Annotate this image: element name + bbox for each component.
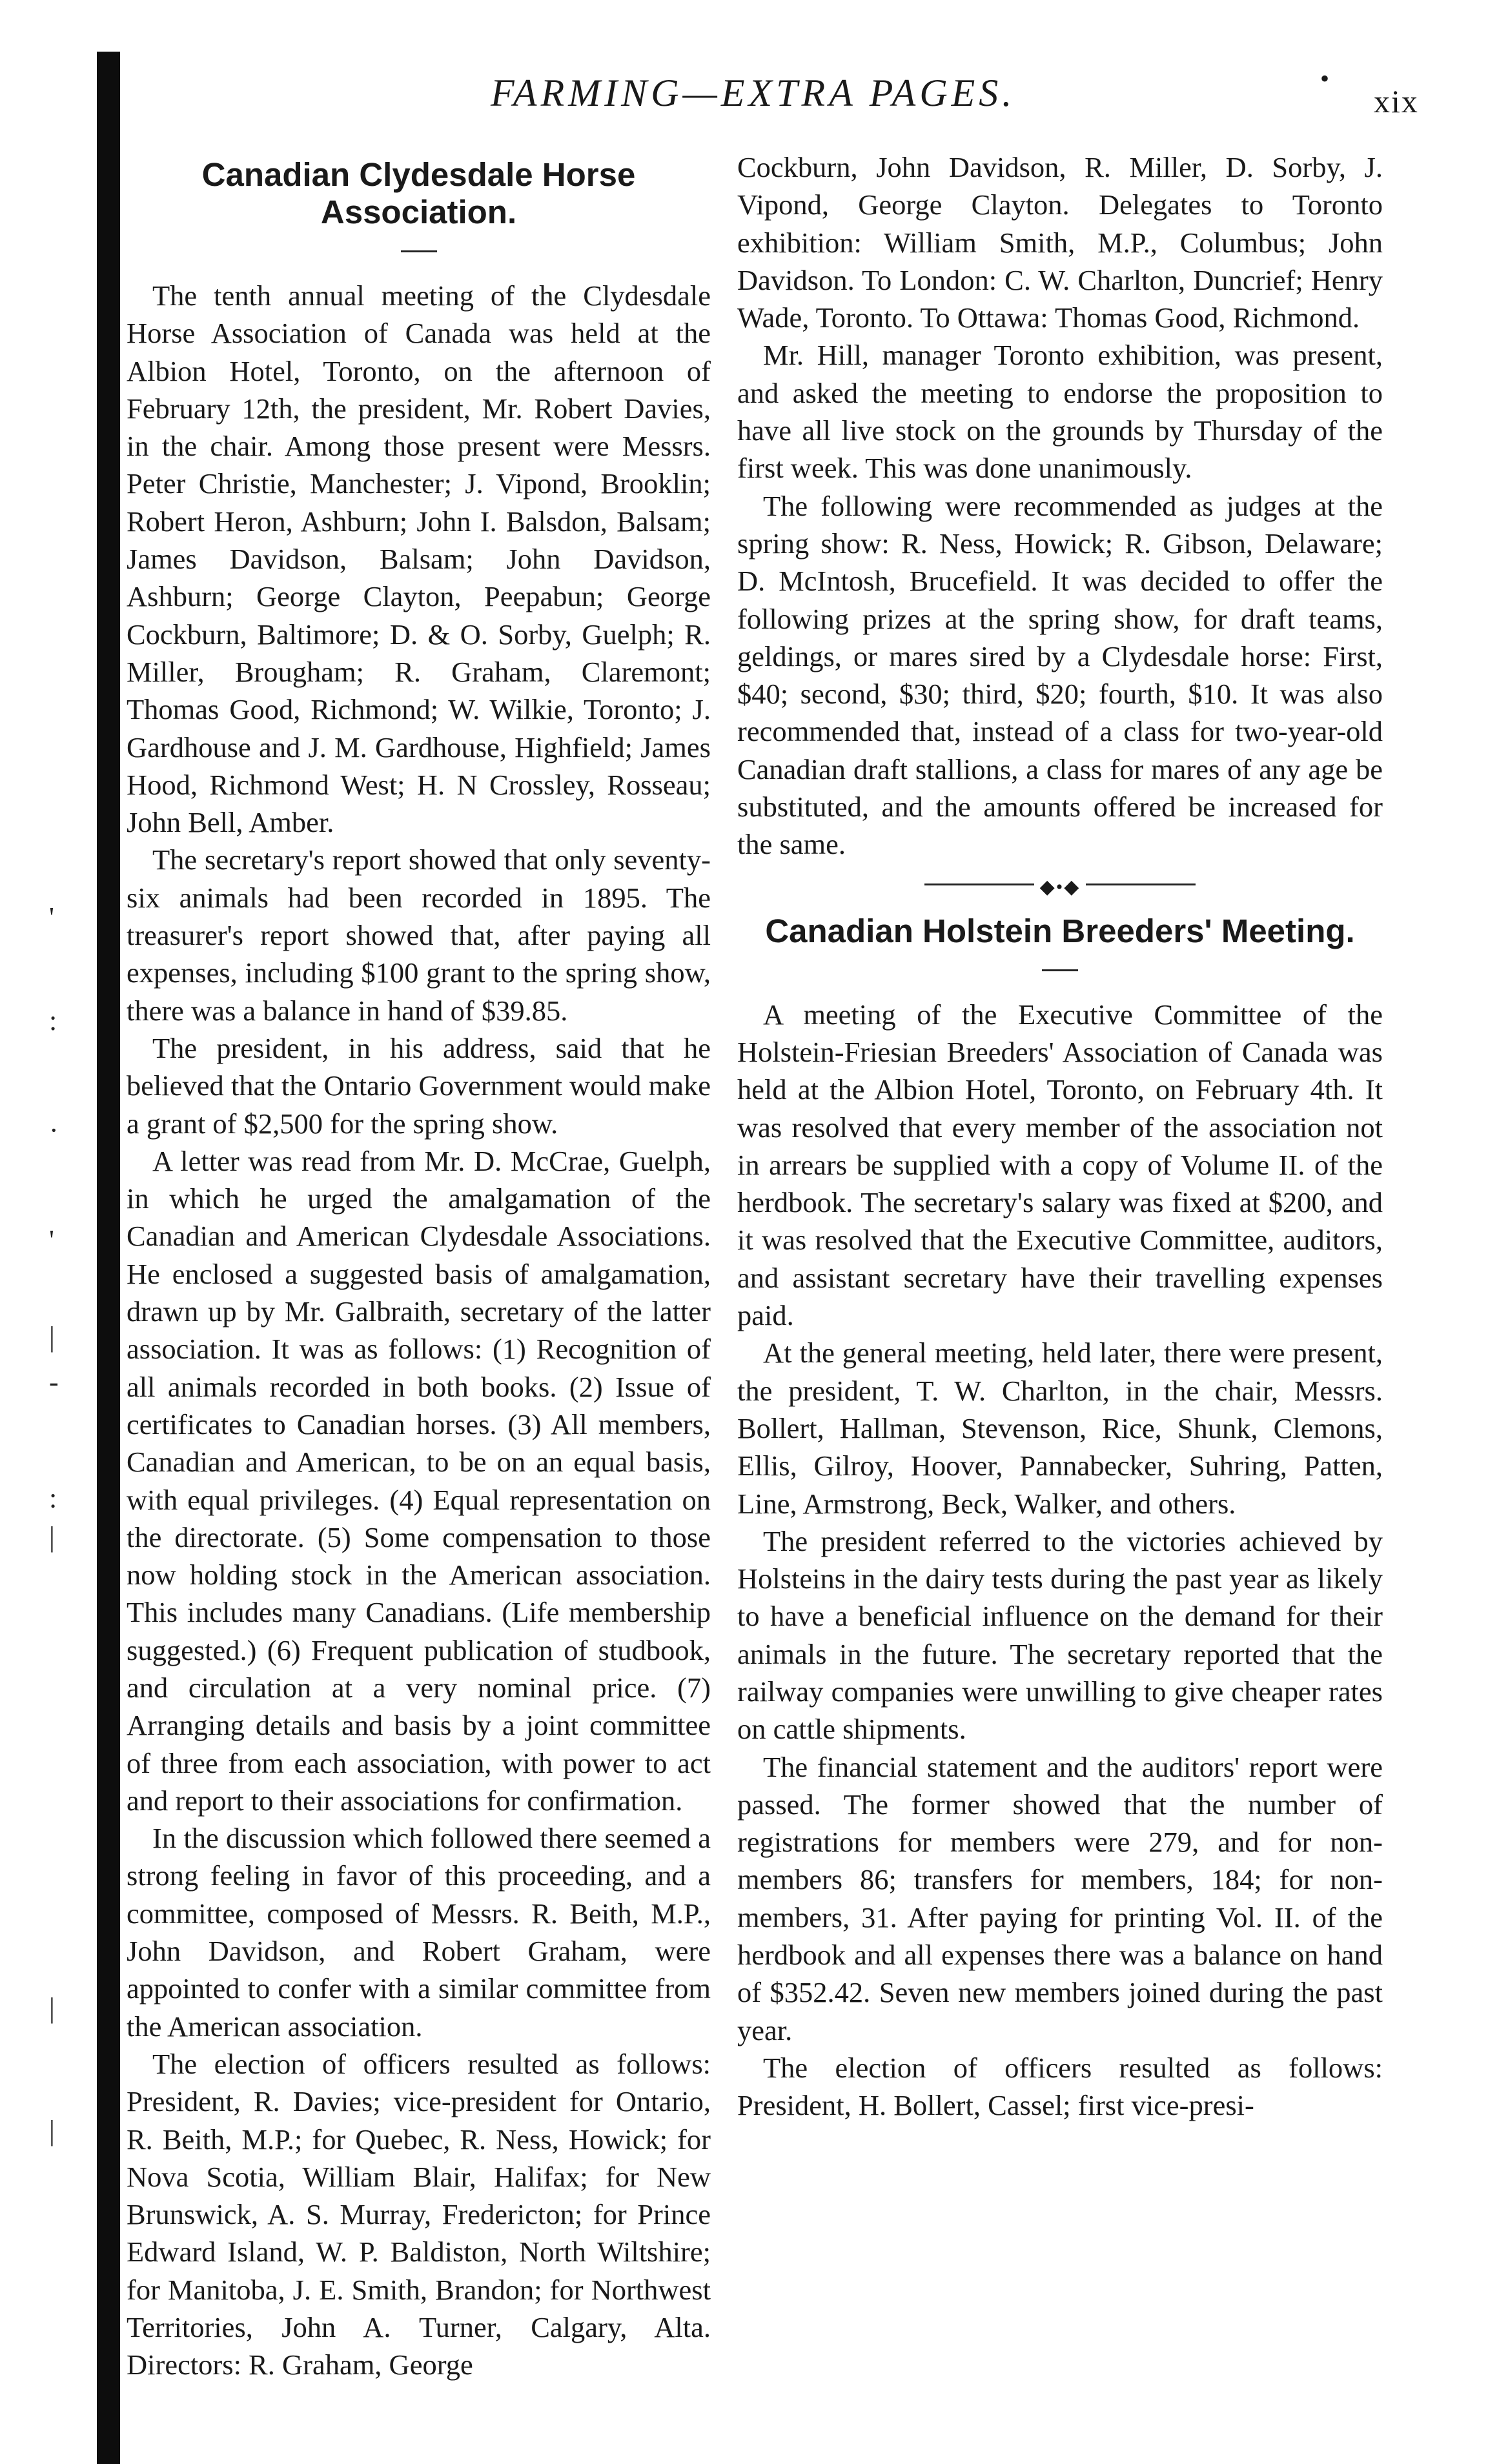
article-paragraph: The president referred to the victories achieved by Holsteins in the dairy tests during the past year as likely to have a beneficial influence on the demand for their animals in the future. The secretary reported that the railway companies were unwilling to give cheaper rates on cattle shipments. (737, 1524, 1383, 1746)
header-dot: • (1320, 64, 1330, 93)
article-paragraph: In the discussion which followed there seemed a strong feeling in favor of this proceeding, and a committee, composed of Messrs. R. Beith, M.P., John Davidson, and Robert Graham, were appointed to confer with a similar committee from the American association. (127, 1822, 711, 2043)
section-divider-ornament: ◆•◆ (924, 878, 1196, 891)
article-paragraph: Mr. Hill, manager Toronto exhibition, was present, and asked the meeting to endorse the proposition to have all live stock on the grounds by Thursday of the first week. This was done unanimously. (737, 339, 1383, 485)
article-paragraph: The following were recommended as judges at the spring show: R. Ness, Howick; R. Gibson, Delaware; D. McIntosh, Brucefield. It was decided to offer the following prizes at the spring show, for draft teams, geldings, or mares sired by a Clydesdale horse: First, $40; second, $30; third, $20; fourth, $10. It was also recommended that, instead of a class for two-year-old Canadian draft stallions, a class for mares of any age be substituted, and the amounts offered be increased for the same. (737, 489, 1383, 861)
article-paragraph: At the general meeting, held later, there were present, the president, T. W. Charlton, in the chair, Messrs. Bollert, Hallman, Stevenson, Rice, Shunk, Clemons, Ellis, Gilroy, Hoover, Pannabecker, Suhring, Patten, Line, Armstrong, Beck, Walker, and others. (737, 1337, 1383, 1520)
heading-dash (1042, 969, 1078, 971)
article-paragraph: The election of officers resulted as follows: President, R. Davies; vice-president for Ontario, R. Beith, M.P.; for Quebec, R. Ness, Howick; for Nova Scotia, William Blair, Halifax; for New Brunswick, A. S. Murray, Fredericton; for Prince Edward Island, W. P. Baldiston, North Wiltshire; for Manitoba, J. E. Smith, Brandon; for Northwest Territories, John A. Turner, Calgary, Alta. Directors: R. Graham, George (127, 2047, 711, 2381)
page-number: xix (1374, 83, 1419, 119)
book-binding-edge (97, 52, 120, 2464)
article-paragraph: The president, in his address, said that he believed that the Ontario Government would make a grant of $2,500 for the spring show. (127, 1031, 711, 1140)
article-paragraph: The secretary's report showed that only seventy-six animals had been recorded in 1895. The treasurer's report showed that, after paying all expenses, including $100 grant to the spring show, there was a balance in hand of $39.85. (127, 843, 711, 1027)
left-column (127, 148, 711, 2384)
article-paragraph: The financial statement and the auditors' report were passed. The former showed that the number of registrations for members were 279, and for non-members 86; transfers for members, 184; for non-members, 31. After paying for printing Vol. II. of the herdbook and all expenses there was a balance on hand of $352.42. Seven new members joined during the past year. (737, 1750, 1383, 2046)
heading-dash (401, 250, 437, 252)
article-paragraph: A meeting of the Executive Committee of the Holstein-Friesian Breeders' Association of Canada was held at the Albion Hotel, Toronto, on February 4th. It was resolved that every member of the association not in arrears be supplied with a copy of Volume II. of the herdbook. The secretary's salary was fixed at $200, and it was resolved that the Executive Committee, auditors, and assistant secretary have their travelling expenses paid. (737, 998, 1383, 1332)
right-column (737, 148, 1383, 2125)
article-paragraph: A letter was read from Mr. D. McCrae, Guelph, in which he urged the amalgamation of the Canadian and American Clydesdale Associations. He enclosed a suggested basis of amalgamation, drawn up by Mr. Galbraith, secretary of the latter association. It was as follows: (1) Recognition of all animals recorded in both books. (2) Issue of certificates to Canadian horses. (3) All members, Canadian and American, to be on an equal basis, with equal privileges. (4) Equal representation on the directorate. (5) Some compensation to those now holding stock in the American association. This includes many Canadians. (Life membership suggested.) (6) Frequent publication of studbook, and circulation at a very nominal price. (7) Arranging details and basis by a joint committee of three from each association, with power to act and report to their associations for confirmation. (127, 1144, 711, 1817)
article-heading-holstein: Canadian Holstein Breeders' Meeting. (765, 912, 1355, 949)
article-paragraph: The election of officers resulted as follows: President, H. Bollert, Cassel; first vice-presi- (737, 2051, 1383, 2122)
running-header: FARMING—EXTRA PAGES. (491, 72, 1016, 114)
article-paragraph: The tenth annual meeting of the Clydesdale Horse Association of Canada was held at the Albion Hotel, Toronto, on the afternoon of February 12th, the president, Mr. Robert Davies, in the chair. Among those present were Messrs. Peter Christie, Manchester; J. Vipond, Brooklin; Robert Heron, Ashburn; John I. Balsdon, Balsam; James Davidson, Balsam; John Davidson, Ashburn; George Clayton, Peepabun; George Cockburn, Baltimore; D. & O. Sorby, Guelph; R. Miller, Brougham; R. Graham, Claremont; Thomas Good, Richmond; W. Wilkie, Toronto; J. Gardhouse and J. M. Gardhouse, Highfield; James Hood, Richmond West; H. N Crossley, Rosseau; John Bell, Amber. (127, 279, 711, 839)
article-heading-clydesdale: Canadian Clydesdale Horse Association. (201, 156, 636, 230)
margin-marks: ' : · ' | - : | | | (49, 902, 59, 2146)
article-paragraph: Cockburn, John Davidson, R. Miller, D. Sorby, J. Vipond, George Clayton. Delegates to Toronto exhibition: William Smith, M.P., Columbus; John Davidson. To London: C. W. Charlton, Duncrief; Henry Wade, Toronto. To Ottawa: Thomas Good, Richmond. (737, 151, 1383, 334)
